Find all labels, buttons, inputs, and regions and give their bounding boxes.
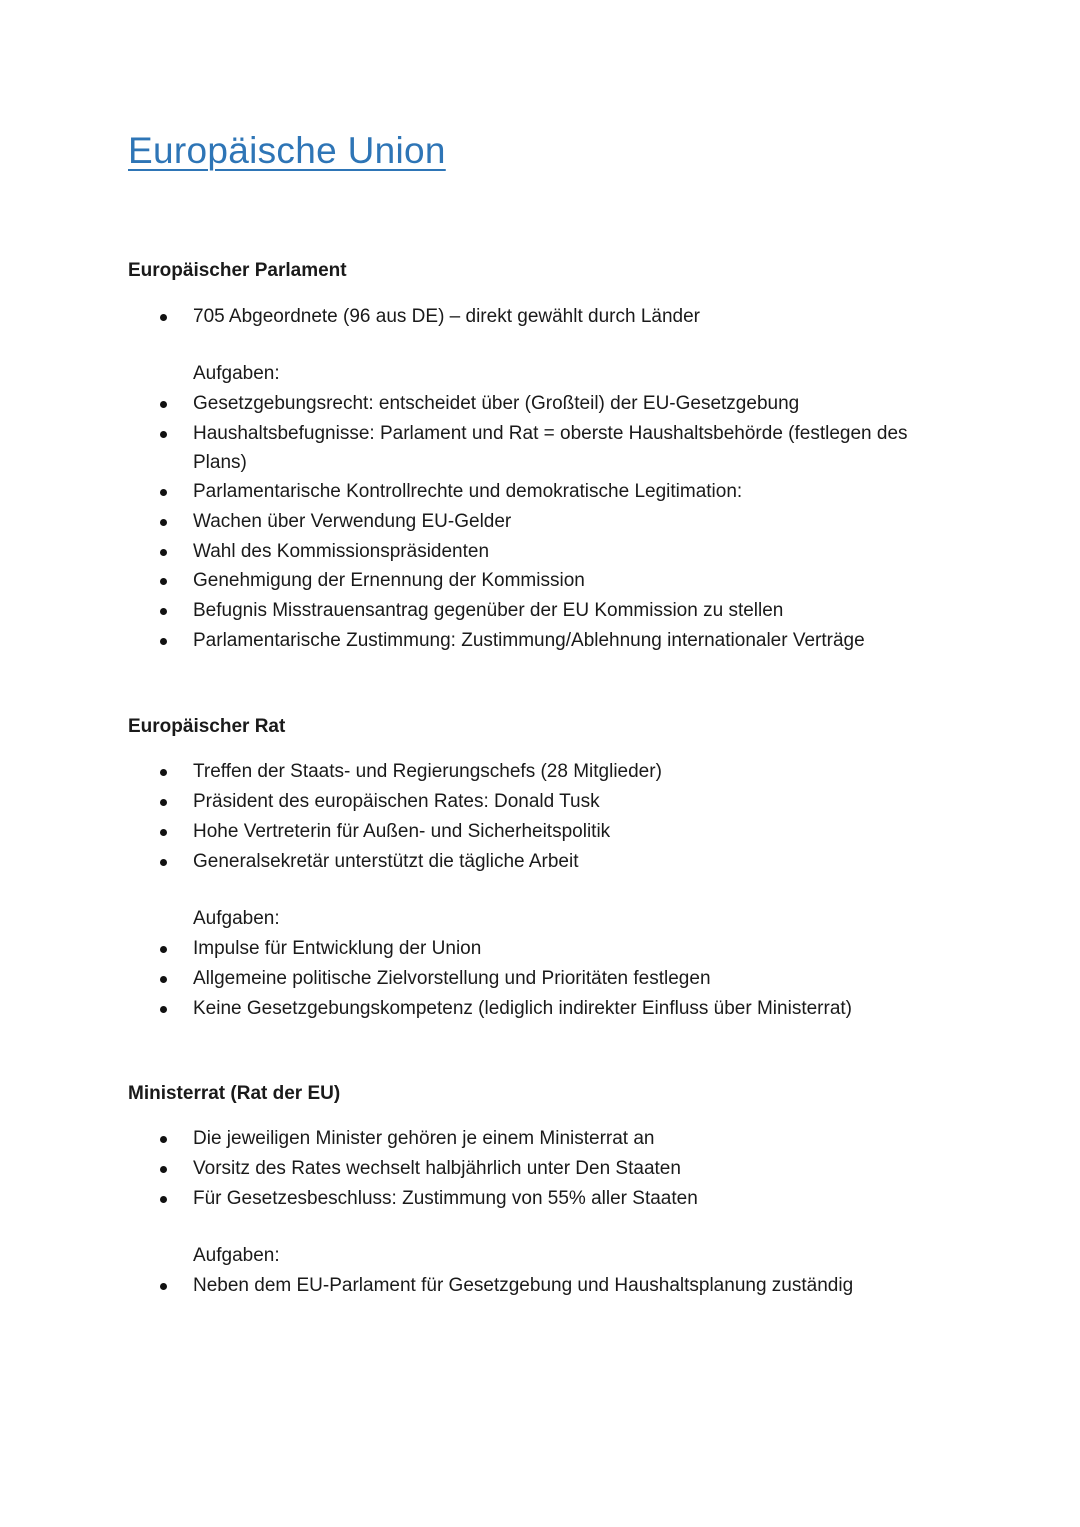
bullet-icon xyxy=(160,976,167,983)
list-item: Wahl des Kommissionspräsidenten xyxy=(193,541,490,562)
list-item: Vorsitz des Rates wechselt halbjährlich unter Den Staaten xyxy=(193,1158,681,1179)
bullet-icon xyxy=(160,769,167,776)
section-heading-ministerrat: Ministerrat (Rat der EU) xyxy=(128,1083,341,1104)
tasks-label: Aufgaben: xyxy=(193,1245,280,1266)
bullet-icon xyxy=(160,608,167,615)
bullet-icon xyxy=(160,1006,167,1013)
bullet-icon xyxy=(160,638,167,645)
list-item: Haushaltsbefugnisse: Parlament und Rat = oberste Haushaltsbehörde (festlegen des xyxy=(193,423,908,444)
bullet-icon xyxy=(160,578,167,585)
list-item: Keine Gesetzgebungskompetenz (lediglich indirekter Einfluss über Ministerrat) xyxy=(193,998,852,1019)
list-item: Hohe Vertreterin für Außen- und Sicherheitspolitik xyxy=(193,821,611,842)
bullet-icon xyxy=(160,946,167,953)
bullet-icon xyxy=(160,859,167,866)
list-item: Für Gesetzesbeschluss: Zustimmung von 55% aller Staaten xyxy=(193,1188,698,1209)
bullet-icon xyxy=(160,1283,167,1290)
bullet-icon xyxy=(160,1136,167,1143)
bullet-icon xyxy=(160,519,167,526)
bullet-icon xyxy=(160,799,167,806)
list-item: Genehmigung der Ernennung der Kommission xyxy=(193,570,585,591)
bullet-icon xyxy=(160,829,167,836)
tasks-label: Aufgaben: xyxy=(193,363,280,384)
list-item-continuation: Plans) xyxy=(193,452,247,473)
document-title: Europäische Union xyxy=(128,130,446,171)
tasks-label: Aufgaben: xyxy=(193,908,280,929)
list-item: Wachen über Verwendung EU-Gelder xyxy=(193,511,512,532)
bullet-icon xyxy=(160,401,167,408)
list-item: Die jeweiligen Minister gehören je einem Ministerrat an xyxy=(193,1128,655,1149)
list-item: Parlamentarische Zustimmung: Zustimmung/Ablehnung internationaler Verträge xyxy=(193,630,865,651)
list-item: Präsident des europäischen Rates: Donald Tusk xyxy=(193,791,600,812)
section-heading-rat: Europäischer Rat xyxy=(128,716,286,737)
section-heading-parlament: Europäischer Parlament xyxy=(128,260,347,281)
list-item: Befugnis Misstrauensantrag gegenüber der EU Kommission zu stellen xyxy=(193,600,784,621)
bullet-icon xyxy=(160,431,167,438)
list-item: Allgemeine politische Zielvorstellung und Prioritäten festlegen xyxy=(193,968,711,989)
bullet-icon xyxy=(160,1166,167,1173)
list-item: Neben dem EU-Parlament für Gesetzgebung und Haushaltsplanung zuständig xyxy=(193,1275,854,1296)
list-item: Treffen der Staats- und Regierungschefs (28 Mitglieder) xyxy=(193,761,662,782)
bullet-icon xyxy=(160,1196,167,1203)
bullet-icon xyxy=(160,489,167,496)
list-item: Impulse für Entwicklung der Union xyxy=(193,938,482,959)
list-item: 705 Abgeordnete (96 aus DE) – direkt gewählt durch Länder xyxy=(193,306,700,327)
bullet-icon xyxy=(160,314,167,321)
bullet-icon xyxy=(160,549,167,556)
list-item: Parlamentarische Kontrollrechte und demokratische Legitimation: xyxy=(193,481,743,502)
list-item: Generalsekretär unterstützt die tägliche Arbeit xyxy=(193,851,579,872)
list-item: Gesetzgebungsrecht: entscheidet über (Großteil) der EU-Gesetzgebung xyxy=(193,393,800,414)
